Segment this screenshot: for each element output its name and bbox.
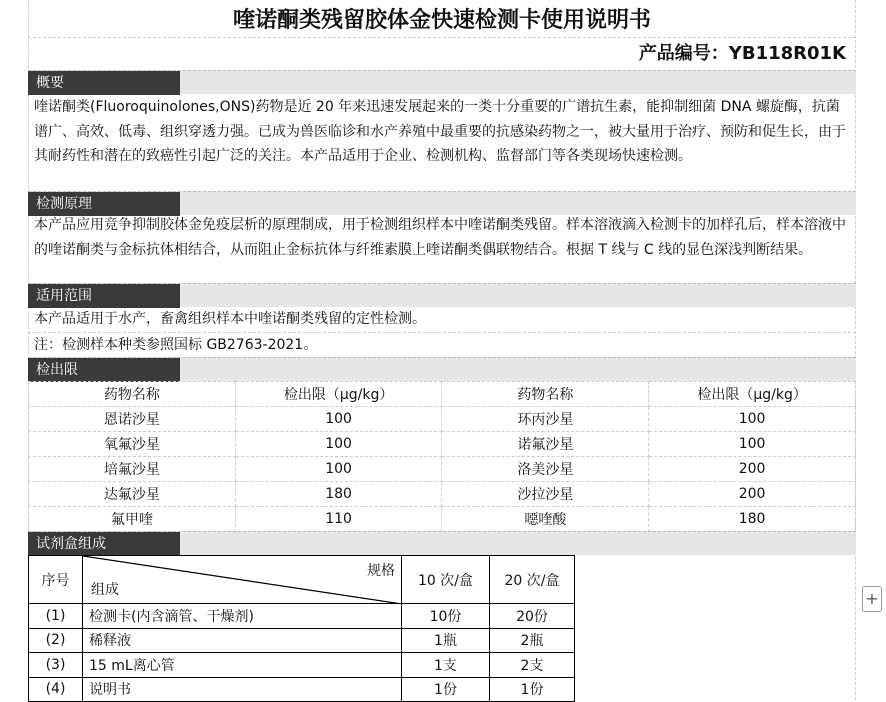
header-cell: 检出限（μg/kg） xyxy=(235,382,442,407)
section-principle-header xyxy=(28,191,856,215)
kit-table xyxy=(28,555,575,702)
section-heading: 检测原理 xyxy=(28,192,180,216)
diagonal-line xyxy=(83,556,402,604)
table-cell: 180 xyxy=(235,482,442,507)
table-cell: 110 xyxy=(235,507,442,532)
table-cell: (2) xyxy=(29,628,83,653)
table-cell: 稀释液 xyxy=(83,628,402,653)
table-cell: 200 xyxy=(649,457,856,482)
table-cell: 环丙沙星 xyxy=(442,407,649,432)
header-10: 10 次/盒 xyxy=(402,556,490,604)
table-row xyxy=(29,604,575,629)
table-row xyxy=(29,677,575,702)
scope-text: 本产品适用于水产，畜禽组织样本中喹诺酮类残留的定性检测。 xyxy=(34,311,426,327)
table-cell: 氧氟沙星 xyxy=(29,432,236,457)
detection-limit-table xyxy=(28,381,856,532)
section-overview-header xyxy=(28,70,856,94)
section-limits-header xyxy=(28,357,856,381)
table-cell: 15 mL离心管 xyxy=(83,653,402,678)
table-cell: 1支 xyxy=(402,653,490,678)
table-row xyxy=(29,507,856,532)
page-title: 喹诺酮类残留胶体金快速检测卡使用说明书 xyxy=(28,4,856,38)
table-header-row xyxy=(29,382,856,407)
table-row xyxy=(29,653,575,678)
table-cell: 100 xyxy=(649,432,856,457)
section-heading: 检出限 xyxy=(28,358,180,382)
table-cell: 100 xyxy=(235,407,442,432)
section-heading: 概要 xyxy=(28,71,180,95)
table-cell: 检测卡(内含滴管、干燥剂) xyxy=(83,604,402,629)
table-cell: 1份 xyxy=(402,677,490,702)
section-heading: 适用范围 xyxy=(28,284,180,308)
table-cell: 2支 xyxy=(490,653,575,678)
table-cell: 100 xyxy=(649,407,856,432)
principle-text: 本产品应用竞争抑制胶体金免疫层析的原理制成，用于检测组织样本中喹诺酮类残留。样本溶液滴入检测卡的加样孔后，样本溶液中的喹诺酮类与金标抗体相结合，从而阻止金标抗体与纤维素膜上喹诺酮类偶联物结合。根据 T 线与 C 线的显色深浅判断结果。 xyxy=(34,217,846,258)
header-diagonal xyxy=(83,556,402,604)
header-no: 序号 xyxy=(29,556,83,604)
table-cell: (4) xyxy=(29,677,83,702)
table-cell: 200 xyxy=(649,482,856,507)
header-20: 20 次/盒 xyxy=(490,556,575,604)
table-header-row xyxy=(29,556,575,604)
table-cell: 洛美沙星 xyxy=(442,457,649,482)
table-cell: 100 xyxy=(235,457,442,482)
add-button[interactable]: + xyxy=(862,586,882,612)
table-cell: 噁喹酸 xyxy=(442,507,649,532)
overview-text: 喹诺酮类(Fluoroquinolones,ONS)药物是近 20 年来迅速发展起来的一类十分重要的广谱抗生素，能抑制细菌 DNA 螺旋酶，抗菌谱广、高效、低毒、组织穿透力强。已成为兽医临诊和水产养殖中最重要的抗感染药物之一，被大量用于治疗、预防和促生长，由于其耐药性和潜在的致癌性引起广泛的关注。本产品适用于企业、检测机构、监督部门等各类现场快速检测。 xyxy=(34,99,846,164)
table-row xyxy=(29,407,856,432)
table-cell: 100 xyxy=(235,432,442,457)
section-kit-header xyxy=(28,531,856,555)
table-row xyxy=(29,432,856,457)
table-cell: 恩诺沙星 xyxy=(29,407,236,432)
table-cell: 10份 xyxy=(402,604,490,629)
table-cell: 氟甲喹 xyxy=(29,507,236,532)
table-row xyxy=(29,457,856,482)
product-code: 产品编号：YB118R01K xyxy=(638,43,846,64)
header-cell: 药物名称 xyxy=(442,382,649,407)
table-cell: (1) xyxy=(29,604,83,629)
table-cell: (3) xyxy=(29,653,83,678)
header-cell: 检出限（μg/kg） xyxy=(649,382,856,407)
table-cell: 说明书 xyxy=(83,677,402,702)
section-heading: 试剂盒组成 xyxy=(28,532,180,556)
scope-note: 注：检测样本种类参照国标 GB2763-2021。 xyxy=(28,332,856,357)
header-cell: 药物名称 xyxy=(29,382,236,407)
table-row xyxy=(29,628,575,653)
header-spec: 规格 xyxy=(367,563,395,579)
table-cell: 1份 xyxy=(490,677,575,702)
table-cell: 诺氟沙星 xyxy=(442,432,649,457)
table-cell: 1瓶 xyxy=(402,628,490,653)
table-cell: 180 xyxy=(649,507,856,532)
table-cell: 培氟沙星 xyxy=(29,457,236,482)
section-scope-header xyxy=(28,283,856,307)
header-comp: 组成 xyxy=(91,582,119,598)
table-row xyxy=(29,482,856,507)
table-cell: 20份 xyxy=(490,604,575,629)
table-cell: 沙拉沙星 xyxy=(442,482,649,507)
table-cell: 2瓶 xyxy=(490,628,575,653)
table-cell: 达氟沙星 xyxy=(29,482,236,507)
